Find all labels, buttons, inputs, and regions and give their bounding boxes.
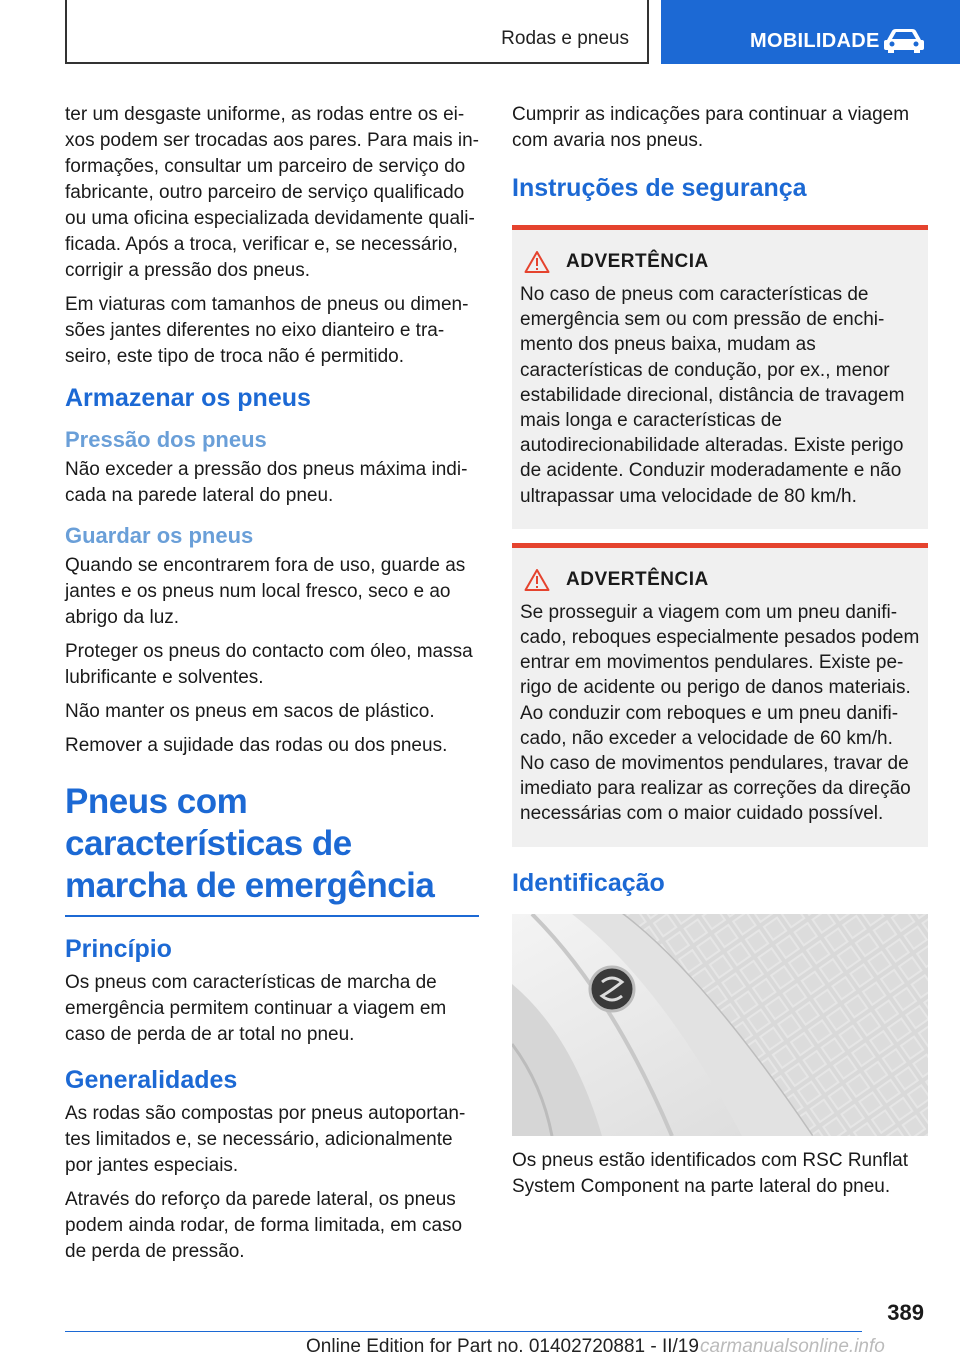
header-section-tab — [65, 0, 649, 64]
section-title: Rodas e pneus — [501, 28, 629, 49]
car-icon — [883, 26, 925, 54]
footer-divider — [65, 1331, 862, 1332]
heading-seguranca: Instruções de segurança — [512, 174, 807, 202]
chapter-heading: Pneus com características de marcha de emergência — [65, 781, 479, 917]
paragraph: Os pneus estão identificados com RSC Runflat System Component na parte lateral do pneu. — [512, 1149, 909, 1197]
left-column — [65, 102, 479, 1273]
paragraph: Não manter os pneus em sacos de plástico. — [65, 701, 435, 722]
heading-generalidades: Generalidades — [65, 1066, 238, 1094]
footer-edition: Online Edition for Part no. 01402720881 - II/19 — [306, 1336, 699, 1357]
warning-box — [512, 225, 928, 529]
paragraph: Os pneus com características de marcha de emergência permitem continuar a viagem em caso de perda de ar total no pneu. — [65, 972, 447, 1045]
paragraph: Através do reforço da parede lateral, os pneus podem ainda rodar, de forma limitada, em caso de perda de pressão. — [65, 1189, 463, 1262]
warning-text: Se prosseguir a viagem com um pneu danificado, reboques especialmente pesados podem entrar em movimentos pendulares. Existe perigo de acidente ou perigo de danos materiais. Ao conduzir com reboques e um pneu danificado, não exceder a velocidade de 60 km/h. No caso de movimentos pendulares, travar de imediato para realizar as correções da direção necessárias com o maior cuidado possível. — [520, 601, 920, 825]
paragraph: Em viaturas com tamanhos de pneus ou dimensões jantes diferentes no eixo dianteiro e traseiro, este tipo de troca não é permitido. — [65, 294, 469, 367]
footer-watermark: carmanualsonline.info — [700, 1336, 885, 1357]
warning-title: ADVERTÊNCIA — [566, 251, 709, 272]
right-column — [512, 102, 928, 1208]
chapter-title: MOBILIDADE — [750, 30, 880, 52]
paragraph: Quando se encontrarem fora de uso, guarde as jantes e os pneus num local fresco, seco e ao abrigo da luz. — [65, 555, 466, 628]
page-number: 389 — [887, 1300, 924, 1325]
paragraph: Não exceder a pressão dos pneus máxima indicada na parede lateral do pneu. — [65, 459, 468, 506]
paragraph: As rodas são compostas por pneus autoportantes limitados e, se necessário, adicionalmente por jantes especiais. — [65, 1103, 466, 1176]
heading-principio: Princípio — [65, 935, 172, 963]
warning-box — [512, 543, 928, 847]
paragraph: ter um desgaste uniforme, as rodas entre os eixos podem ser trocadas aos pares. Para mais informações, consultar um parceiro de serviço do fabricante, outro parceiro de serviço qualificado ou uma oficina especializada devidamente qualificada. Após a troca, verificar e, se necessário, corrigir a pressão dos pneus. — [65, 104, 479, 281]
heading-identificacao: Identificação — [512, 868, 665, 897]
subheading-pressao: Pressão dos pneus — [65, 427, 267, 452]
paragraph: Remover a sujidade das rodas ou dos pneus. — [65, 735, 448, 756]
warning-text: No caso de pneus com características de emergência sem ou com pressão de enchimento dos pneus baixa, mudam as características de condução, por ex., menor estabilidade direcional, distância de travagem mais longa e características de autodirecionabilidade alteradas. Existe perigo de acidente. Conduzir moderadamente e não ultrapassar uma velocidade de 80 km/h. — [520, 284, 905, 507]
warning-title: ADVERTÊNCIA — [566, 568, 709, 590]
paragraph: Cumprir as indicações para continuar a viagem com avaria nos pneus. — [512, 104, 910, 151]
subheading-guardar: Guardar os pneus — [65, 523, 254, 548]
paragraph: Proteger os pneus do contacto com óleo, massa lubrificante e solventes. — [65, 641, 473, 688]
warning-triangle-icon — [524, 568, 550, 592]
warning-triangle-icon — [524, 250, 550, 274]
tire-illustration — [512, 914, 928, 1136]
heading-armazenar: Armazenar os pneus — [65, 384, 311, 412]
header-chapter-tab — [661, 0, 960, 64]
